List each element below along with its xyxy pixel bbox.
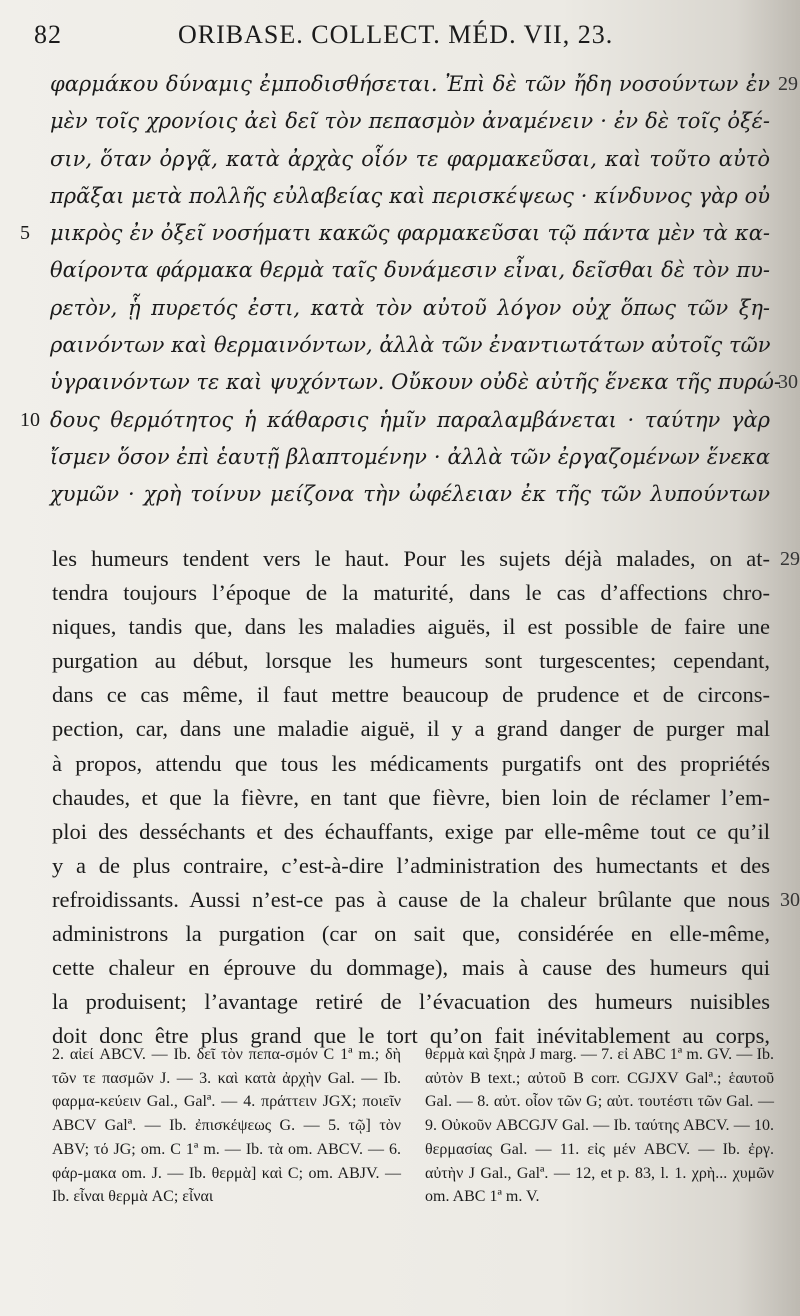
greek-line-text: πρᾶξαι μετὰ πολλῆς εὐλαβείας καὶ περισκέψεως · κίνδυνος γὰρ οὐ xyxy=(50,183,770,208)
notes-column-right xyxy=(425,1043,774,1209)
greek-line xyxy=(20,402,770,439)
critical-apparatus xyxy=(52,1043,774,1209)
line-number-right: 29 xyxy=(780,548,800,570)
line-number-left: 10 xyxy=(20,408,40,431)
french-line-text: y a de plus contraire, c’est-à-dire l’administration des humectants et des xyxy=(52,852,770,878)
french-line-text: purgation au début, lorsque les humeurs sont turgescentes; cependant, xyxy=(52,648,770,674)
french-line-text: refroidissants. Aussi n’est-ce pas à cause de la chaleur brûlante que nous xyxy=(52,886,770,912)
line-number-right: 30 xyxy=(778,371,798,394)
greek-line xyxy=(50,141,770,178)
notes-column-left xyxy=(52,1043,401,1209)
greek-line xyxy=(50,103,770,140)
french-line-text: les humeurs tendent vers le haut. Pour les sujets déjà malades, on at- xyxy=(52,546,770,571)
french-line-text: ploi des desséchants et des échauffants, exige par elle-même tout ce qu’il xyxy=(52,818,770,844)
greek-line-text: ὑγραινόντων τε καὶ ψυχόντων. Οὔκουν οὐδὲ αὐτῆς ἕνεκα τῆς πυρώ- xyxy=(50,370,781,395)
french-line-text: cette chaleur en éprouve du dommage), mais à cause des humeurs qui xyxy=(52,955,770,981)
french-line-text: chaudes, et que la fièvre, en tant que fièvre, bien loin de réclamer l’em- xyxy=(52,784,770,810)
greek-line-text: ραινόντων καὶ θερμαινόντων, ἀλλὰ τῶν ἐναντιωτάτων αὐτοῖς τῶν xyxy=(50,333,771,358)
greek-line xyxy=(50,439,770,476)
french-line xyxy=(52,815,770,849)
french-line xyxy=(52,849,770,883)
running-title: ORIBASE. COLLECT. MÉD. VII, 23. xyxy=(178,20,614,49)
page-number: 82 xyxy=(34,20,62,49)
french-line xyxy=(52,951,770,985)
french-line xyxy=(52,985,770,1019)
line-number-right: 29 xyxy=(778,73,798,95)
french-line xyxy=(52,781,770,815)
french-line xyxy=(52,576,770,610)
french-line xyxy=(52,542,800,576)
french-line-text: tendra toujours l’époque de la maturité, dans le cas d’affections chro- xyxy=(52,580,770,606)
greek-line-text: ἴσμεν ὅσον ἐπὶ ἑαυτῇ βλαπτομένην · ἀλλὰ τῶν ἐργαζομένων ἕνεκα xyxy=(50,444,770,469)
french-translation-block xyxy=(52,542,800,1053)
french-line xyxy=(52,644,770,678)
french-line-text: dans ce cas même, il faut mettre beaucoup de prudence et de circons- xyxy=(52,682,770,708)
french-line-text: niques, tandis que, dans les maladies aiguës, il est possible de faire une xyxy=(52,614,770,640)
greek-line xyxy=(50,290,770,327)
greek-line xyxy=(20,215,770,252)
line-number-right: 30 xyxy=(780,888,800,911)
french-line-text: à propos, attendu que tous les médicaments purgatifs ont des propriétés xyxy=(52,750,770,776)
french-line-text: doit donc être plus grand que le tort qu’on fait inévitablement au corps, xyxy=(52,1023,770,1049)
notes-left-text: 2. αἰεί ABCV. — Ib. δεῖ τὸν πεπα-σμόν C 1ª m.; δὴ τῶν τε πασμῶν J. — 3. καὶ κατὰ ἀρχὴν Gal. — Ib. φαρμα-κεύειν Gal., Galª. — 4. πράττειν JGX; ποιεῖν ABCV Galª. — Ib. ἐπισκέψεως G. — 5. τῷ] τὸν ABV; τό JG; om. C 1ª m. — Ib. τὰ om. ABCV. — 6. φάρ-μακα om. J. — Ib. θερμὰ] καὶ C; om. ABJV. — Ib. εἶναι θερμὰ AC; εἶναι xyxy=(52,1046,401,1206)
french-line-text: pection, car, dans une maladie aiguë, il y a grand danger de purger mal xyxy=(52,716,770,742)
running-header xyxy=(34,20,770,60)
notes-right-text: θερμὰ καὶ ξηρὰ J marg. — 7. εἰ ABC 1ª m. GV. — Ib. αὐτὸν B text.; αὐτοῦ B corr. CGJXV Galª.; ἑαυτοῦ Gal. — 8. αὐτ. οἷον τῶν G; αὐτ. τουτέστι τῶν Gal. — 9. Οὐκοῦν ABCGJV Gal. — Ib. ταύτης ABCV. — 10. θερμασίας Gal. — 11. εἰς μέν ABCV. — Ib. ἐργ. αὐτὴν J Gal., Galª. — 12, et p. 83, l. 1. χρὴ... χυμῶν om. ABC 1ª m. V. xyxy=(425,1046,774,1206)
greek-line xyxy=(50,364,798,401)
greek-line-text: ρετὸν, ᾗ πυρετός ἐστι, κατὰ τὸν αὐτοῦ λόγον οὐχ ὅπως τῶν ξη- xyxy=(50,295,770,320)
greek-line-text: φαρμάκου δύναμις ἐμποδισθήσεται. Ἐπὶ δὲ τῶν ἤδη νοσούντων ἐν xyxy=(50,72,770,96)
french-line xyxy=(52,917,770,951)
greek-line xyxy=(50,476,770,513)
greek-line-text: δους θερμότητος ἡ κάθαρσις ἡμῖν παραλαμβάνεται · ταύτην γὰρ xyxy=(50,407,770,432)
french-line xyxy=(52,747,770,781)
french-line xyxy=(52,610,770,644)
greek-text-block xyxy=(20,66,798,514)
french-line xyxy=(52,678,770,712)
greek-line-text: μικρὸς ἐν ὀξεῖ νοσήματι κακῶς φαρμακεῦσαι τῷ πάντα μὲν τὰ κα- xyxy=(50,221,770,246)
french-line-text: administrons la purgation (car on sait que, considérée en elle-même, xyxy=(52,921,770,947)
greek-line-text: θαίροντα φάρμακα θερμὰ ταῖς δυνάμεσιν εἶναι, δεῖσθαι δὲ τὸν πυ- xyxy=(50,258,770,283)
greek-line-text: μὲν τοῖς χρονίοις ἀεὶ δεῖ τὸν πεπασμὸν ἀναμένειν · ἐν δὲ τοῖς ὀξέ- xyxy=(50,109,770,134)
greek-line xyxy=(50,252,770,289)
line-number-left: 5 xyxy=(20,222,30,245)
greek-line xyxy=(50,178,770,215)
greek-line-text: σιν, ὅταν ὀργᾷ, κατὰ ἀρχὰς οἷόν τε φαρμακεῦσαι, καὶ τοῦτο αὐτὸ xyxy=(50,146,770,171)
french-line-text: la produisent; l’avantage retiré de l’évacuation des humeurs nuisibles xyxy=(52,989,770,1015)
french-line xyxy=(52,883,800,917)
french-line xyxy=(52,712,770,746)
greek-line-text: χυμῶν · χρὴ τοίνυν μείζονα τὴν ὠφέλειαν ἐκ τῆς τῶν λυπούντων xyxy=(50,482,770,507)
greek-line xyxy=(50,66,798,103)
greek-line xyxy=(50,327,770,364)
